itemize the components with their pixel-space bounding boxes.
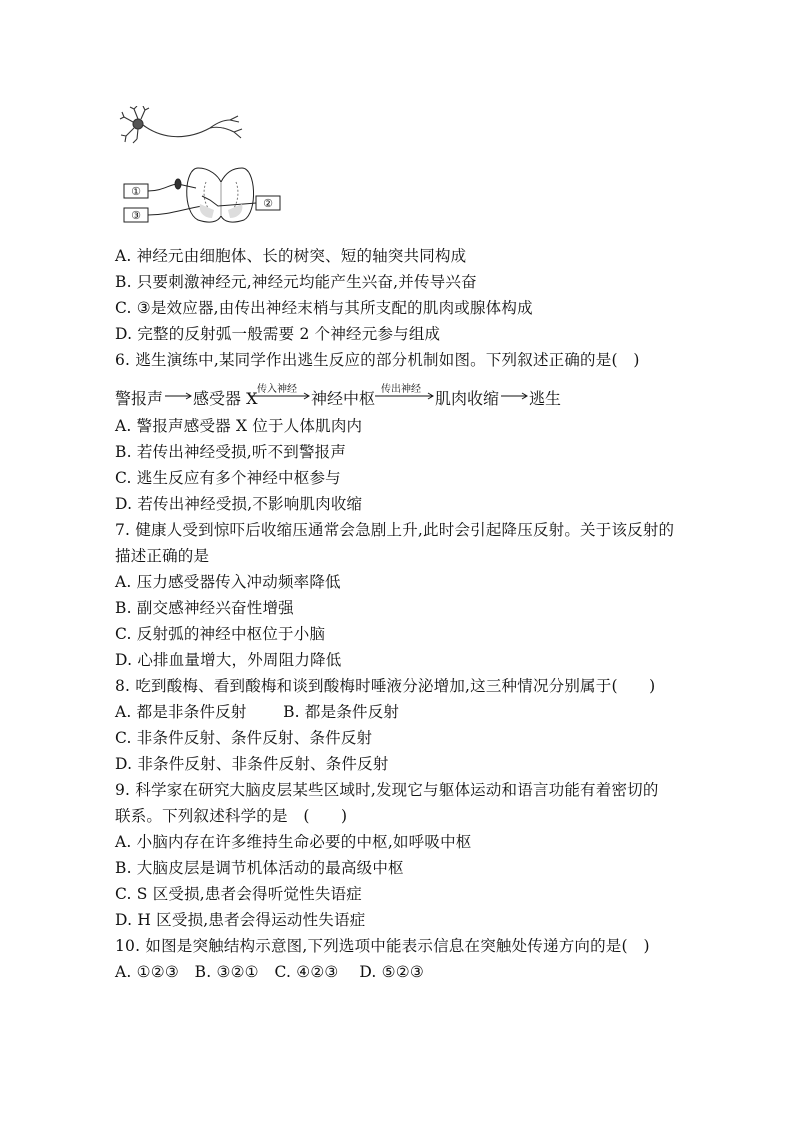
q7-option-d: D. 心排血量增大，外周阻力降低 bbox=[115, 651, 342, 669]
q7-stem-line1: 7. 健康人受到惊吓后收缩压通常会急剧上升,此时会引起降压反射。关于该反射的 bbox=[115, 521, 675, 539]
q9-stem-line1: 9. 科学家在研究大脑皮层某些区域时,发现它与躯体运动和语言功能有着密切的 bbox=[115, 781, 659, 799]
q5-option-c: C. ③是效应器,由传出神经末梢与其所支配的肌肉或腺体构成 bbox=[115, 299, 533, 317]
q6-stem: 6. 逃生演练中,某同学作出逃生反应的部分机制如图。下列叙述正确的是( ) bbox=[115, 351, 640, 369]
flow-node-escape: 逃生 bbox=[529, 389, 562, 408]
q9-option-c: C. S 区受损,患者会得听觉性失语症 bbox=[115, 885, 362, 903]
flow-node-muscle: 肌肉收缩 bbox=[435, 389, 500, 408]
neuron-figure bbox=[118, 106, 248, 146]
q9-option-d: D. H 区受损,患者会得运动性失语症 bbox=[115, 911, 366, 929]
flow-arrow-3 bbox=[375, 388, 435, 404]
flow-arrow-2 bbox=[251, 388, 311, 404]
q6-option-d: D. 若传出神经受损,不影响肌肉收缩 bbox=[115, 495, 363, 513]
flow-arrow-1 bbox=[165, 388, 193, 404]
flow-arrow-label-efferent: 传出神经 bbox=[381, 384, 421, 395]
flow-arrow-4 bbox=[501, 388, 529, 404]
q6-flow-diagram bbox=[115, 380, 675, 412]
figure-label-3: ③ bbox=[131, 209, 141, 222]
q10-options: A. ①②③ B. ③②① C. ④②③ D. ⑤②③ bbox=[115, 963, 424, 981]
flow-node-center: 神经中枢 bbox=[311, 389, 376, 408]
q5-option-b: B. 只要刺激神经元,神经元均能产生兴奋,并传导兴奋 bbox=[115, 273, 477, 291]
q6-option-b: B. 若传出神经受损,听不到警报声 bbox=[115, 443, 347, 461]
q6-option-c: C. 逃生反应有多个神经中枢参与 bbox=[115, 469, 341, 487]
figure-label-2: ② bbox=[263, 197, 273, 210]
q7-option-c: C. 反射弧的神经中枢位于小脑 bbox=[115, 625, 326, 643]
flow-node-alarm: 警报声 bbox=[115, 389, 164, 408]
q10-stem: 10. 如图是突触结构示意图,下列选项中能表示信息在突触处传递方向的是( ) bbox=[115, 937, 650, 955]
q6-option-a: A. 警报声感受器 X 位于人体肌肉内 bbox=[115, 417, 363, 435]
q5-option-d: D. 完整的反射弧一般需要 2 个神经元参与组成 bbox=[115, 325, 441, 343]
q8-option-ab: A. 都是非条件反射 B. 都是条件反射 bbox=[115, 703, 400, 721]
q8-option-d: D. 非条件反射、非条件反射、条件反射 bbox=[115, 755, 389, 773]
reflex-arc-figure bbox=[118, 162, 288, 226]
q8-option-c: C. 非条件反射、条件反射、条件反射 bbox=[115, 729, 373, 747]
q9-stem-line2: 联系。下列叙述科学的是 ( ) bbox=[115, 807, 348, 825]
q5-option-a: A. 神经元由细胞体、长的树突、短的轴突共同构成 bbox=[115, 247, 467, 265]
q9-option-a: A. 小脑内存在许多维持生命必要的中枢,如呼吸中枢 bbox=[115, 833, 472, 851]
q9-option-b: B. 大脑皮层是调节机体活动的最高级中枢 bbox=[115, 859, 404, 877]
flow-node-receptor: 感受器 X bbox=[193, 389, 258, 408]
figure-label-1: ① bbox=[131, 185, 141, 198]
q8-stem: 8. 吃到酸梅、看到酸梅和谈到酸梅时唾液分泌增加,这三种情况分别属于( ) bbox=[115, 677, 656, 695]
flow-arrow-label-afferent: 传入神经 bbox=[257, 384, 297, 395]
q7-stem-line2: 描述正确的是 bbox=[115, 547, 210, 565]
q7-option-a: A. 压力感受器传入冲动频率降低 bbox=[115, 573, 341, 591]
q7-option-b: B. 副交感神经兴奋性增强 bbox=[115, 599, 294, 617]
